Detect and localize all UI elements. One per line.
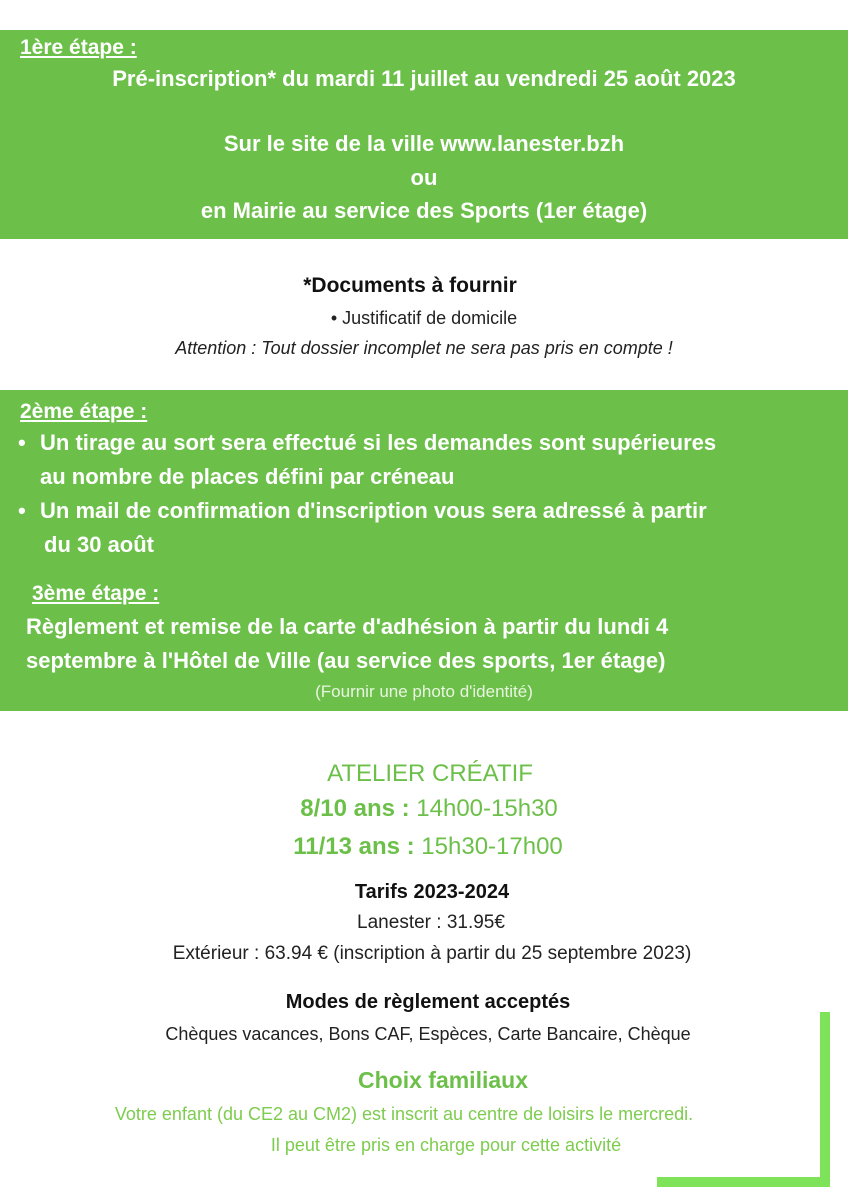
step2-bullet — [18, 430, 716, 456]
tarifs-lanester: Lanester : 31.95€ — [357, 912, 505, 933]
atelier-title: ATELIER CRÉATIF — [327, 760, 533, 787]
step1-dates: Pré-inscription* du mardi 11 juillet au vendredi 25 août 2023 — [112, 66, 736, 91]
bullet-icon: • — [18, 430, 26, 455]
choix-line1: Votre enfant (du CE2 au CM2) est inscrit au centre de loisirs le mercredi. — [114, 1104, 694, 1124]
step1-label: 1ère étape : — [20, 36, 137, 59]
step2-bullet-1-line2: au nombre de places défini par créneau — [40, 464, 455, 489]
slot2-time: 15h30-17h00 — [414, 833, 563, 860]
corner-bracket-vertical — [820, 1012, 830, 1187]
step3-note: (Fournir une photo d'identité) — [315, 682, 533, 701]
choix-line2: Il peut être pris en charge pour cette activité — [270, 1135, 622, 1155]
step3-label: 3ème étape : — [32, 582, 160, 605]
step1-mairie: en Mairie au service des Sports (1er étage) — [200, 198, 648, 223]
atelier-slot-2 — [0, 833, 848, 861]
tarifs-exterieur: Extérieur : 63.94 € (inscription à partir du 25 septembre 2023) — [172, 943, 692, 964]
step2-bullet-2-line1: Un mail de confirmation d'inscription vous sera adressé à partir — [40, 498, 707, 523]
tarifs-title: Tarifs 2023-2024 — [354, 881, 510, 903]
choix-title: Choix familiaux — [358, 1067, 528, 1093]
step3-line2: septembre à l'Hôtel de Ville (au service des sports, 1er étage) — [26, 648, 666, 673]
documents-item: • Justificatif de domicile — [330, 308, 518, 328]
step2-bullet-1-line1: Un tirage au sort sera effectué si les demandes sont supérieures — [40, 430, 717, 455]
reglement-modes: Chèques vacances, Bons CAF, Espèces, Carte Bancaire, Chèque — [165, 1024, 691, 1044]
reglement-title: Modes de règlement acceptés — [285, 991, 571, 1013]
documents-title: *Documents à fournir — [303, 274, 517, 297]
step3-line1: Règlement et remise de la carte d'adhésion à partir du lundi 4 — [26, 614, 669, 639]
step2-bullet-2-line2: du 30 août — [44, 532, 155, 557]
step1-site: Sur le site de la ville www.lanester.bzh — [223, 131, 625, 156]
step2-bullet — [18, 498, 707, 524]
slot2-age: 11/13 ans : — [293, 833, 415, 860]
corner-bracket-horizontal — [657, 1177, 830, 1187]
slot1-time: 14h00-15h30 — [409, 795, 558, 822]
documents-warning: Attention : Tout dossier incomplet ne sera pas pris en compte ! — [175, 338, 673, 358]
step2-label: 2ème étape : — [20, 400, 148, 423]
step1-or: ou — [410, 165, 438, 190]
bullet-icon: • — [18, 498, 26, 523]
atelier-slot-1 — [0, 795, 848, 823]
slot1-age: 8/10 ans : — [300, 795, 410, 822]
